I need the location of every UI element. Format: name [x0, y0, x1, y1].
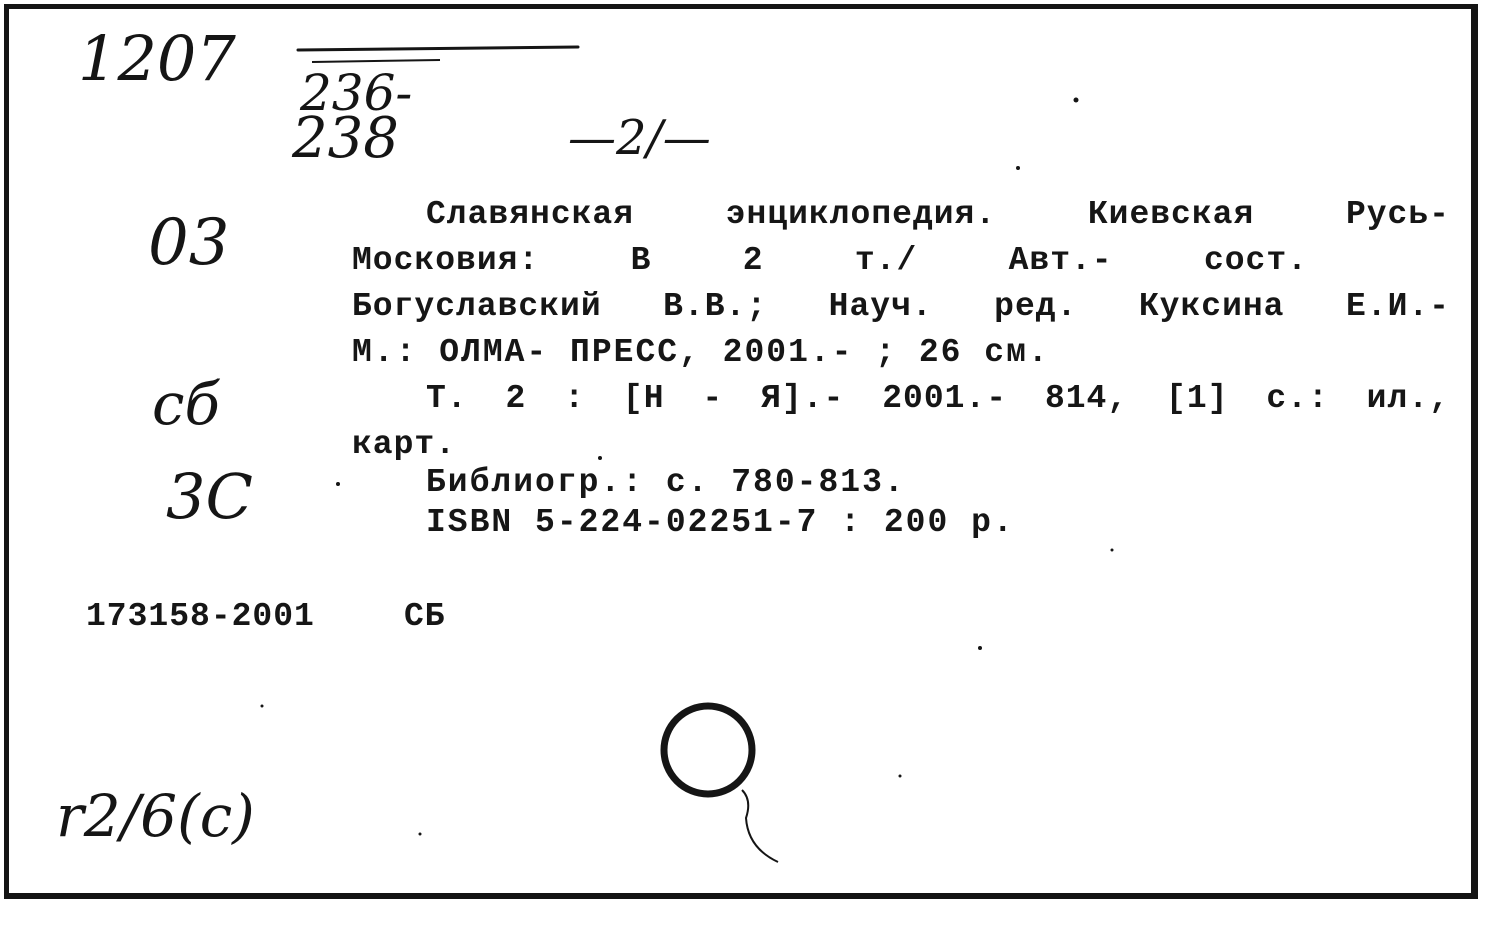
record-word: 2 [742, 242, 764, 279]
handwritten-location: 3С [166, 460, 253, 533]
record-line-6: карт. [352, 426, 457, 463]
footer-code: СБ [404, 598, 446, 635]
record-bibliography: Библиогр.: с. 780-813. [426, 464, 906, 501]
handwritten-mark-letter: сб [152, 370, 220, 438]
handwritten-pages-to: 238 [292, 106, 399, 171]
record-word: Я].- [761, 380, 845, 417]
record-word: ред. [994, 288, 1078, 325]
record-word: - [702, 380, 724, 417]
record-word: Русь- [1345, 196, 1450, 233]
record-word: Киевская [1087, 196, 1255, 233]
record-word: сост. [1203, 242, 1308, 279]
record-word: ил., [1366, 380, 1450, 417]
handwritten-call-number: 1207 [78, 22, 236, 95]
record-word: : [564, 380, 586, 417]
record-word: 814, [1044, 380, 1129, 417]
record-word: В.В.; [663, 288, 768, 325]
record-line-1 [426, 196, 1450, 233]
record-word: с.: [1266, 380, 1329, 417]
record-word: Науч. [828, 288, 933, 325]
footer-accession: 173158-2001 [86, 598, 315, 635]
record-word: Богуславский [352, 288, 602, 325]
record-word: Московия: [352, 242, 540, 279]
record-word: 2001.- [882, 380, 1008, 417]
handwritten-volume-mark: —2/— [568, 110, 711, 166]
handwritten-bottom-note: r2/6(c) [56, 782, 255, 850]
record-word: [1] [1166, 380, 1229, 417]
record-line-4: М.: ОЛМА- ПРЕСС, 2001.- ; 26 см. [352, 334, 1050, 371]
record-word: Славянская [426, 196, 635, 233]
record-word: Т. [426, 380, 468, 417]
record-line-3 [352, 288, 1450, 325]
record-line-2 [352, 242, 1308, 279]
record-word: В [630, 242, 652, 279]
record-word: Авт.- [1008, 242, 1113, 279]
handwritten-pages-from: 236- [300, 64, 413, 122]
record-word: т./ [854, 242, 918, 279]
record-line-5 [426, 380, 1450, 417]
record-word: [Н [622, 380, 665, 417]
record-word: Е.И.- [1345, 288, 1450, 325]
handwritten-section: 03 [148, 206, 230, 280]
catalog-card [4, 4, 1478, 899]
record-word: 2 [505, 380, 527, 417]
record-isbn: ISBN 5-224-02251-7 : 200 р. [426, 504, 1015, 541]
record-word: Куксина [1138, 288, 1285, 325]
record-word: энциклопедия. [725, 196, 997, 233]
